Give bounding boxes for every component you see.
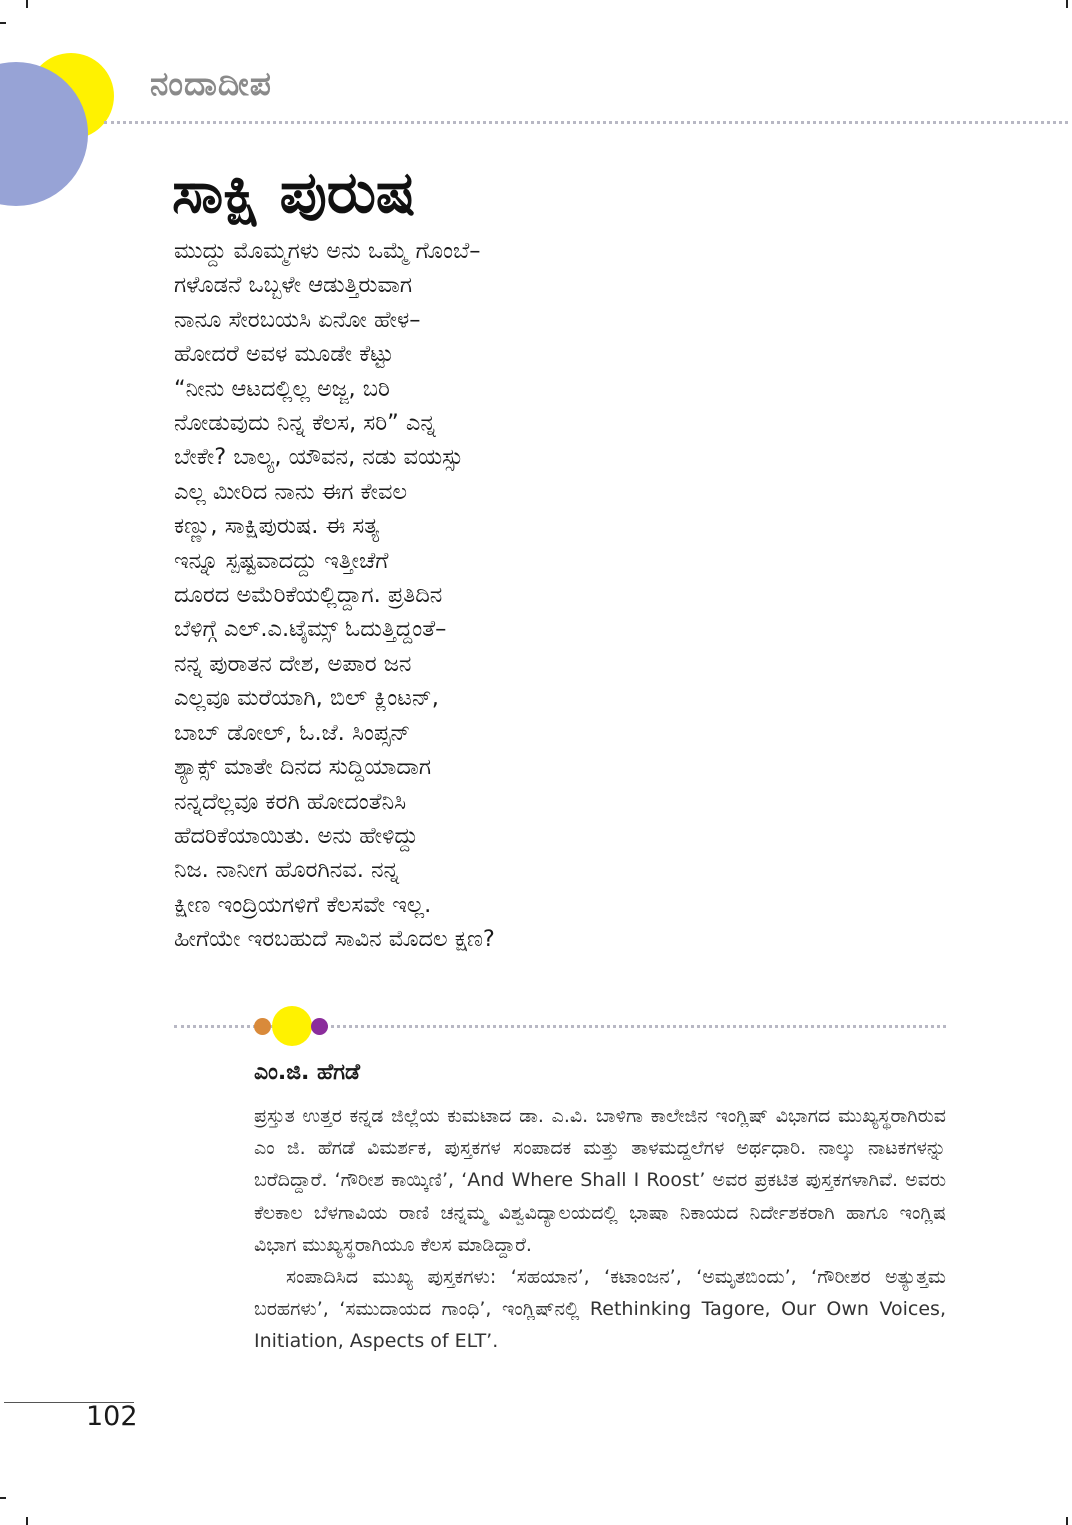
crop-mark (26, 1517, 28, 1525)
poem-line: ಕಣ್ಣು, ಸಾಕ್ಷಿಪುರುಷ. ಈ ಸತ್ಯ (174, 513, 380, 540)
poem-line: ಇನ್ನೂ ಸ್ಪಷ್ಟವಾದದ್ದು ಇತ್ತೀಚೆಗೆ (174, 547, 389, 574)
author-bio (254, 1100, 946, 1358)
poem-line: ಶ್ಯಾಕ್ಸ್ ಮಾತೇ ದಿನದ ಸುದ್ದಿಯಾದಾಗ (174, 754, 432, 781)
poem-line: “ನೀನು ಆಟದಲ್ಲಿಲ್ಲ ಅಜ್ಜ, ಬರಿ (174, 375, 390, 402)
poem-body (174, 234, 734, 957)
crop-mark (1066, 0, 1068, 8)
deco-purple-dot (311, 1018, 328, 1035)
author-name: ಎಂ.ಜಿ. ಹೆಗಡೆ (254, 1060, 360, 1085)
crop-mark (26, 0, 28, 8)
poem-title: ಸಾಕ್ಷಿ ಪುರುಷ (172, 158, 416, 226)
crop-mark (0, 22, 6, 24)
page-number: 102 (86, 1401, 138, 1432)
poem-line: ನನ್ನದೆಲ್ಲವೂ ಕರಗಿ ಹೋದಂತೆನಿಸಿ (174, 788, 407, 815)
poem-line: ಎಲ್ಲ ಮೀರಿದ ನಾನು ಈಗ ಕೇವಲ (174, 478, 408, 505)
deco-orange-dot (254, 1018, 271, 1035)
bio-paragraph: ಸಂಪಾದಿಸಿದ ಮುಖ್ಯ ಪುಸ್ತಕಗಳು: ‘ಸಹಯಾನ’, ‘ಕಟಾಂಜನ’, ‘ಅಮೃತಬಿಂದು’, ‘ಗೌರೀಶರ ಅತ್ಯುತ್ತಮ ಬರಹಗಳು’, ‘ಸಮುದಾಯದ ಗಾಂಧಿ’, ಇಂಗ್ಲಿಷ್‌ನಲ್ಲಿ Rethinking Tagore, Our Own Voices, Initiation, Aspects of ELT’. (254, 1266, 946, 1353)
poem-line: ಬೆಳಿಗ್ಗೆ ಎಲ್.ಎ.ಟೈಮ್ಸ್ ಓದುತ್ತಿದ್ದಂತೆ– (174, 616, 447, 643)
crop-mark (1066, 1517, 1068, 1525)
poem-line: ನಿಜ. ನಾನೀಗ ಹೊರಗಿನವ. ನನ್ನ (174, 857, 400, 884)
poem-line: ನೋಡುವುದು ನಿನ್ನ ಕೆಲಸ, ಸರಿ” ಎನ್ನ (174, 410, 436, 437)
poem-line: ಹೋದರೆ ಅವಳ ಮೂಡೇ ಕೆಟ್ಟು (174, 341, 394, 368)
poem-line: ದೂರದ ಅಮೆರಿಕೆಯಲ್ಲಿದ್ದಾಗ. ಪ್ರತಿದಿನ (174, 582, 443, 609)
poem-line: ನನ್ನ ಪುರಾತನ ದೇಶ, ಅಪಾರ ಜನ (174, 650, 412, 677)
poem-line: ಮುದ್ದು ಮೊಮ್ಮಗಳು ಅನು ಒಮ್ಮೆ ಗೊಂಬೆ– (174, 238, 481, 264)
poem-line: ಬಾಬ್ ಡೋಲ್, ಓ.ಜೆ. ಸಿಂಪ್ಸನ್ (174, 719, 411, 746)
deco-yellow-dot (272, 1006, 312, 1046)
poem-line: ಹೀಗೆಯೇ ಇರಬಹುದೆ ಸಾವಿನ ಮೊದಲ ಕ್ಷಣ? (174, 926, 495, 953)
poem-line: ಬೇಕೇ? ಬಾಲ್ಯ, ಯೌವನ, ನಡು ವಯಸ್ಸು (174, 444, 464, 471)
poem-line: ಹೆದರಿಕೆಯಾಯಿತು. ಅನು ಹೇಳಿದ್ದು (174, 822, 419, 849)
poem-line: ಗಳೊಡನೆ ಒಬ್ಬಳೇ ಆಡುತ್ತಿರುವಾಗ (174, 272, 412, 299)
bio-paragraph: ಪ್ರಸ್ತುತ ಉತ್ತರ ಕನ್ನಡ ಜಿಲ್ಲೆಯ ಕುಮಟಾದ ಡಾ. ಎ.ವಿ. ಬಾಳಿಗಾ ಕಾಲೇಜಿನ ಇಂಗ್ಲಿಷ್ ವಿಭಾಗದ ಮುಖ್ಯಸ್ಥರಾಗಿರುವ ಎಂ ಜಿ. ಹೆಗಡೆ ವಿಮರ್ಶಕ, ಪುಸ್ತಕಗಳ ಸಂಪಾದಕ ಮತ್ತು ತಾಳಮದ್ದಲೆಗಳ ಅರ್ಥಧಾರಿ. ನಾಲ್ಕು ನಾಟಕಗಳನ್ನು ಬರೆದಿದ್ದಾರೆ. ‘ಗೌರೀಶ ಕಾಯ್ಕಿಣಿ’, ‘And Where Shall I Roost’ ಅವರ ಪ್ರಕಟಿತ ಪುಸ್ತಕಗಳಾಗಿವೆ. ಅವರು ಕೆಲಕಾಲ ಬೆಳಗಾವಿಯ ರಾಣಿ ಚನ್ನಮ್ಮ ವಿಶ್ವವಿದ್ಯಾಲಯದಲ್ಲಿ ಭಾಷಾ ನಿಕಾಯದ ನಿರ್ದೇಶಕರಾಗಿ ಹಾಗೂ ಇಂಗ್ಲಿಷ ವಿಭಾಗ ಮುಖ್ಯಸ್ಥರಾಗಿಯೂ ಕೆಲಸ ಮಾಡಿದ್ದಾರೆ. (254, 1105, 946, 1256)
poem-line: ಕ್ಷೀಣ ಇಂದ್ರಿಯಗಳಿಗೆ ಕೆಲಸವೇ ಇಲ್ಲ. (174, 891, 432, 918)
poem-line: ಎಲ್ಲವೂ ಮರೆಯಾಗಿ, ಬಿಲ್ ಕ್ಲಿಂಟನ್, (174, 685, 439, 712)
header-dotted-rule (104, 121, 1068, 124)
running-header-title: ನಂದಾದೀಪ (150, 64, 272, 103)
poem-line: ನಾನೂ ಸೇರಬಯಸಿ ಏನೋ ಹೇಳ– (174, 306, 421, 333)
crop-mark (0, 1497, 6, 1499)
